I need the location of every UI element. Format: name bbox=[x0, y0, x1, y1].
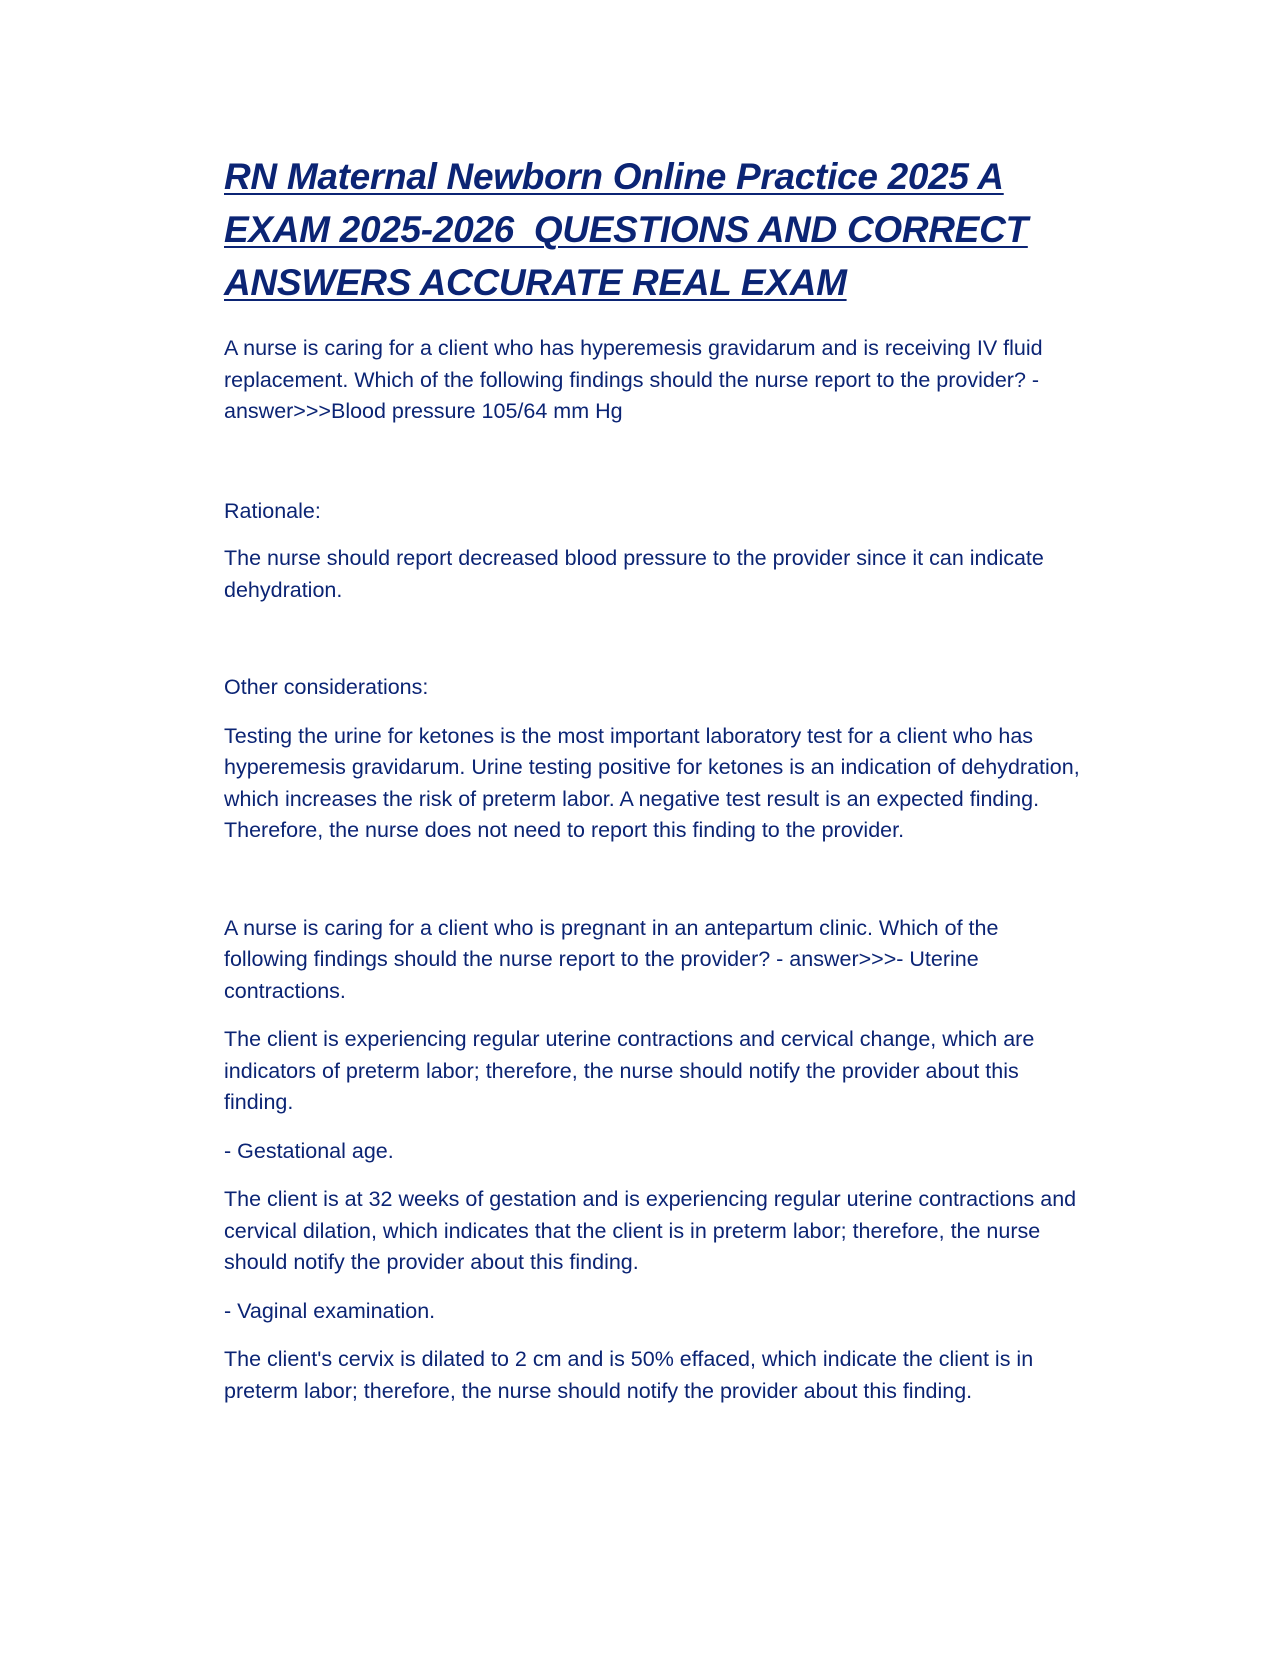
document-title bbox=[224, 150, 1124, 309]
rationale-heading: Rationale: bbox=[224, 498, 321, 523]
answer-vaginal-examination-explanation: The client's cervix is dilated to 2 cm and is 50% effaced, which indicate the client is in preterm labor; therefore, the nurse should notify the provider about this finding. bbox=[224, 1347, 1034, 1403]
answer-gestational-age-label: - Gestational age. bbox=[224, 1138, 394, 1163]
other-considerations-heading: Other considerations: bbox=[224, 675, 429, 699]
title-line-3: ANSWERS ACCURATE REAL EXAM bbox=[224, 262, 847, 303]
title-line-2: EXAM 2025-2026 QUESTIONS AND CORRECT bbox=[224, 209, 1028, 250]
document-content bbox=[224, 150, 1124, 1407]
answer-vaginal-examination-label: - Vaginal examination. bbox=[224, 1298, 436, 1323]
question-2-text: A nurse is caring for a client who is pregnant in an antepartum clinic. Which of the following findings should the nurse report to the provider? - answer>>>- Uterine contractions. bbox=[224, 915, 999, 1003]
answer-uterine-contractions-explanation: The client is experiencing regular uterine contractions and cervical change, which are indicators of preterm labor; therefore, the nurse should notify the provider about this finding. bbox=[224, 1027, 1035, 1114]
question-1-text: A nurse is caring for a client who has hyperemesis gravidarum and is receiving IV fluid replacement. Which of the following findings should the nurse report to the provider? - answer>>>Blood pressure 105/64 mm Hg bbox=[224, 336, 1043, 423]
other-considerations-text: Testing the urine for ketones is the most important laboratory test for a client who has hyperemesis gravidarum. Urine testing positive for ketones is an indication of dehydration, which increases the risk of preterm labor. A negative test result is an expected finding. Therefore, the nurse does not need to report this finding to the provider. bbox=[224, 723, 1080, 842]
rationale-text: The nurse should report decreased blood pressure to the provider since it can indicate dehydration. bbox=[224, 546, 1044, 602]
title-line-1: RN Maternal Newborn Online Practice 2025 A bbox=[224, 156, 1004, 197]
answer-gestational-age-explanation: The client is at 32 weeks of gestation and is experiencing regular uterine contractions and cervical dilation, which indicates that the client is in preterm labor; therefore, the nurse should notify the provider about this finding. bbox=[224, 1187, 1077, 1274]
